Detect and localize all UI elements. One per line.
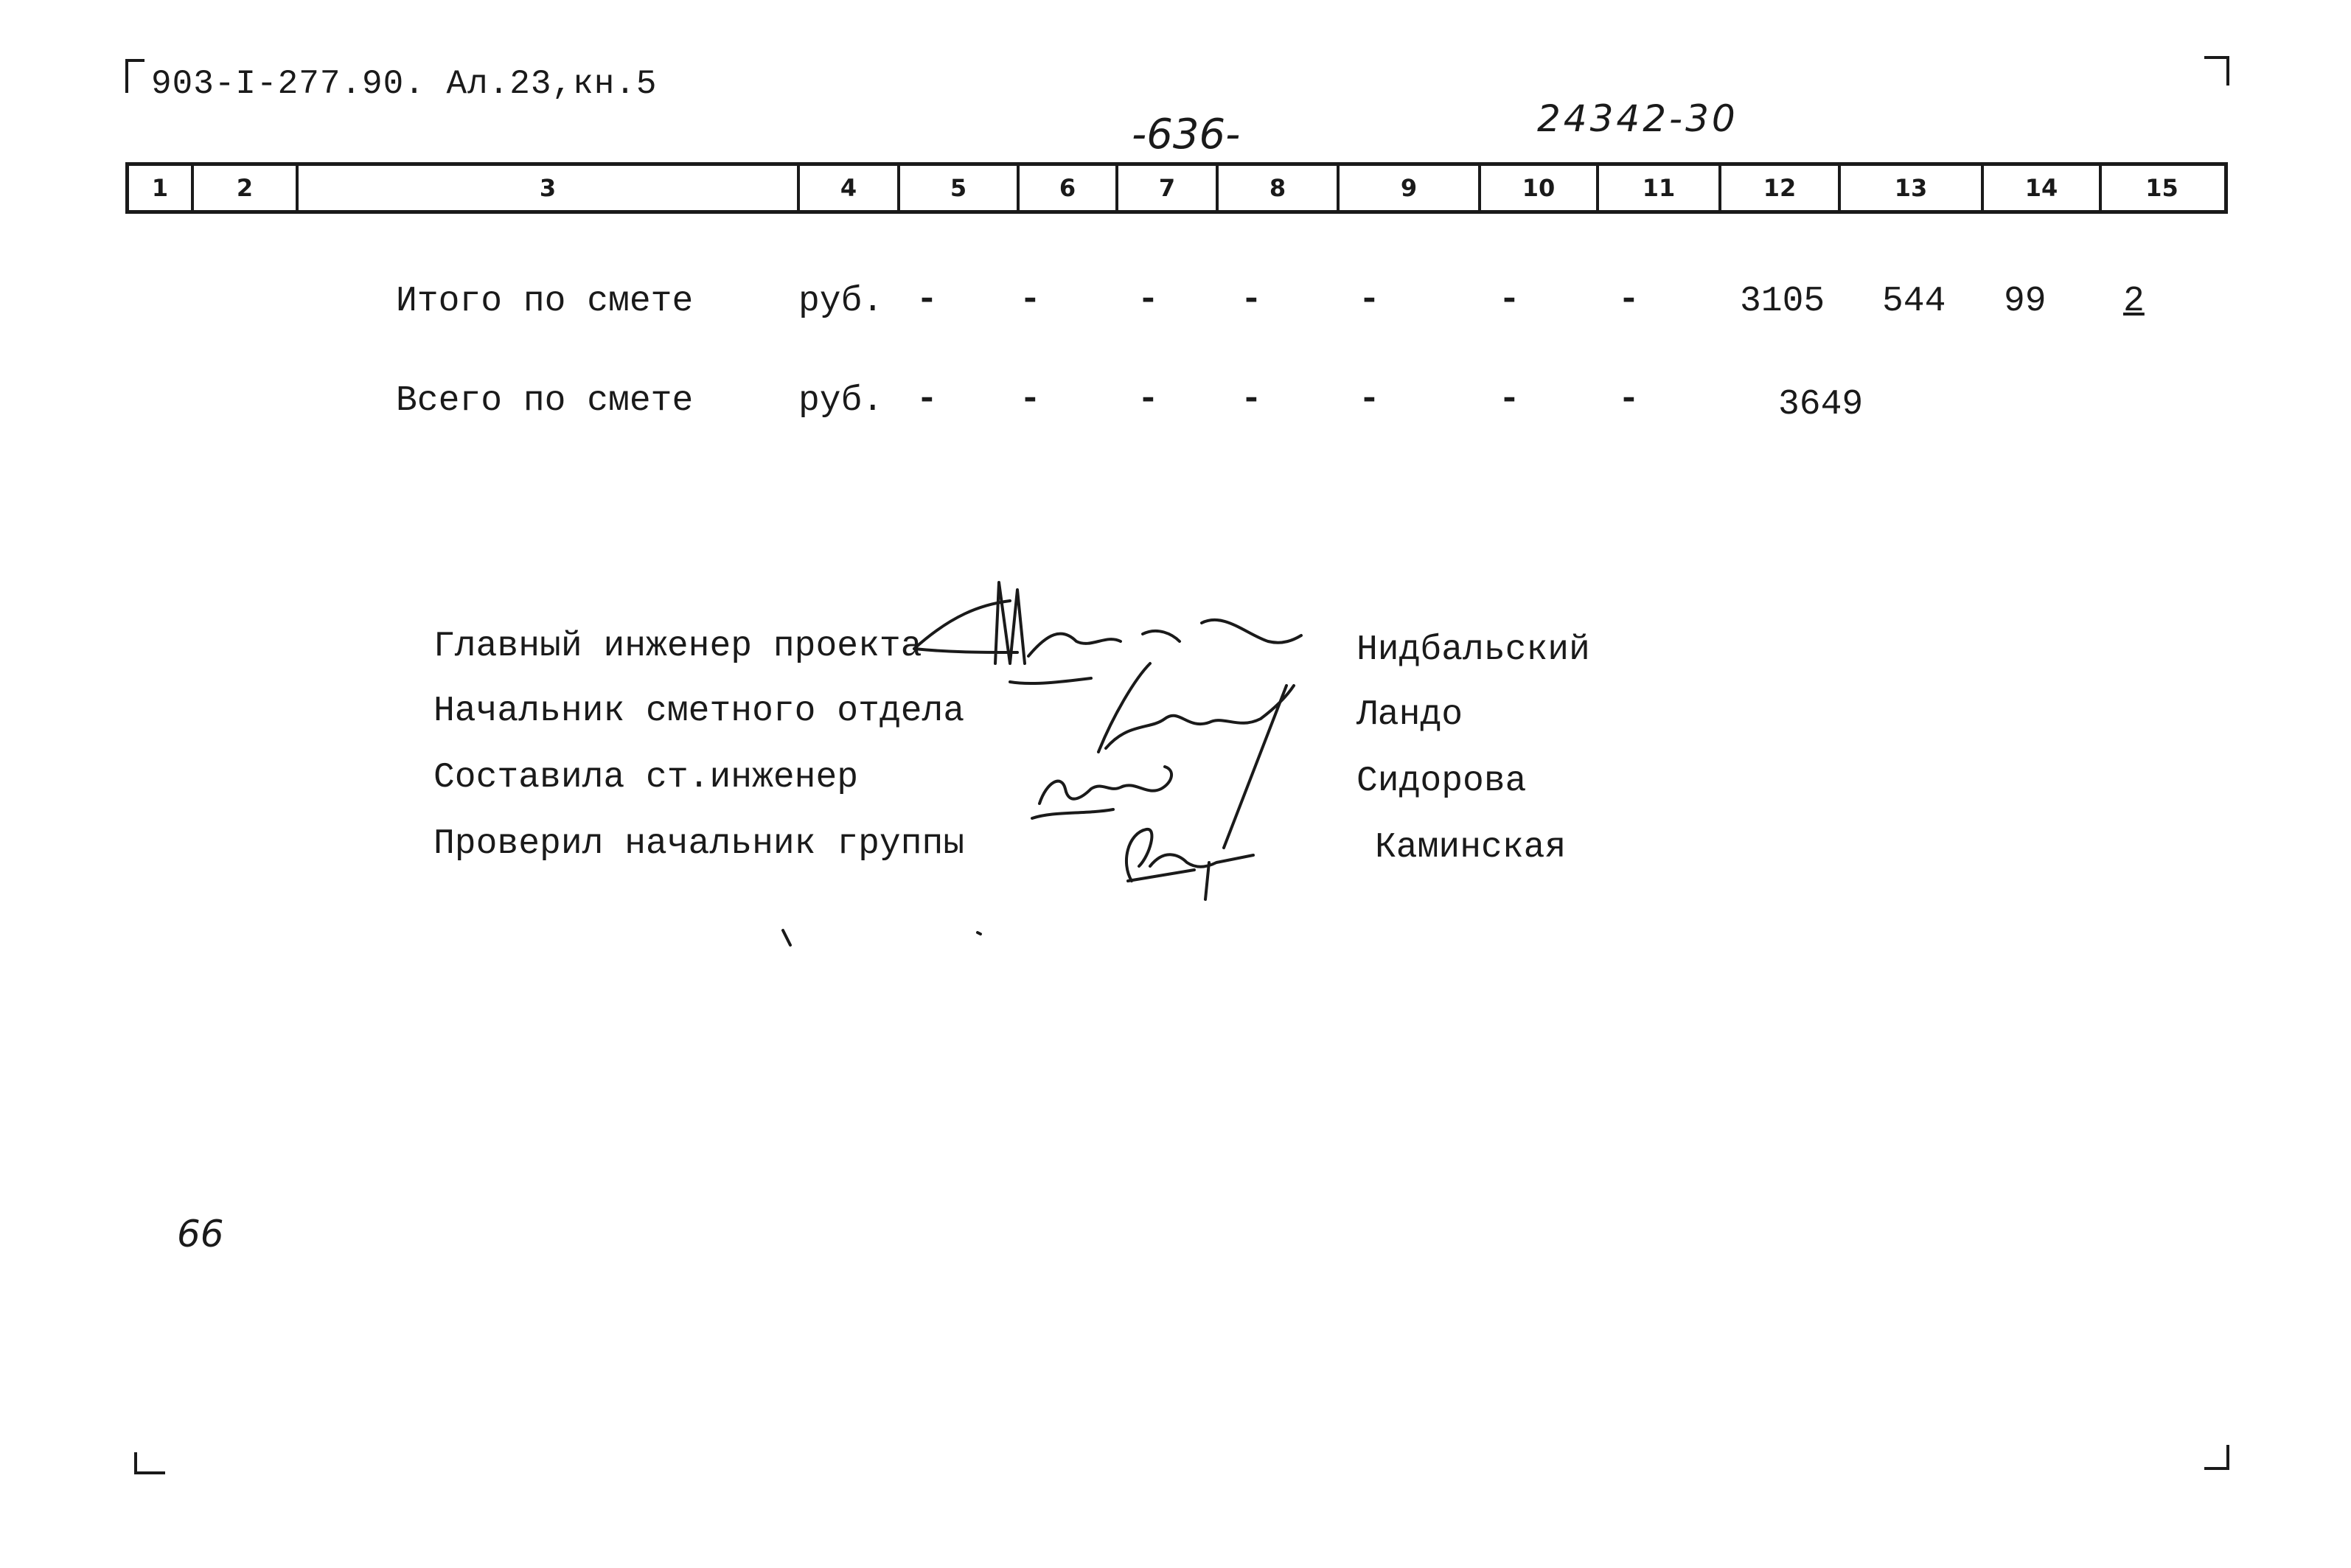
signatory-name: Нидбальский xyxy=(1356,630,1590,670)
grand-total-row-value: 3649 xyxy=(1778,385,1864,425)
total-row-unit: руб. xyxy=(798,282,884,321)
signatory-name: Сидорова xyxy=(1356,762,1527,801)
total-row-dash: - xyxy=(916,280,938,320)
column-header-7: 7 xyxy=(1118,166,1219,210)
corner-mark-bottom-left xyxy=(134,1452,165,1474)
column-header-5: 5 xyxy=(900,166,1020,210)
grand-total-row-dash: - xyxy=(916,380,938,419)
signatory-name: Ландо xyxy=(1356,695,1463,735)
page-number: -636- xyxy=(1132,111,1241,158)
corner-mark-top-right xyxy=(2204,56,2229,86)
column-header-14: 14 xyxy=(1984,166,2102,210)
total-row-dash: - xyxy=(1020,280,1041,320)
grand-total-row-unit: руб. xyxy=(798,381,884,421)
column-header-10: 10 xyxy=(1481,166,1599,210)
signatory-title: Главный инженер проекта xyxy=(433,627,922,666)
sheet-mark: 66 xyxy=(177,1213,224,1255)
column-header-3: 3 xyxy=(299,166,800,210)
column-header-13: 13 xyxy=(1841,166,1984,210)
corner-mark-top-left xyxy=(125,59,144,93)
total-row-dash: - xyxy=(1359,280,1380,320)
column-header-12: 12 xyxy=(1721,166,1841,210)
column-header-11: 11 xyxy=(1599,166,1721,210)
corner-mark-bottom-right xyxy=(2204,1445,2229,1470)
column-header-8: 8 xyxy=(1219,166,1340,210)
total-row-dash: - xyxy=(1138,280,1159,320)
document-code: 903-I-277.90. Ал.23,кн.5 xyxy=(151,65,658,103)
grand-total-row-dash: - xyxy=(1618,380,1640,419)
signature-engineer xyxy=(1032,767,1171,818)
column-header-6: 6 xyxy=(1020,166,1118,210)
column-header-1: 1 xyxy=(129,166,194,210)
total-row-dash: - xyxy=(1618,280,1640,320)
signatory-title: Составила ст.инженер xyxy=(433,758,859,798)
total-row-value: 3105 xyxy=(1740,282,1825,321)
signatory-title: Начальник сметного отдела xyxy=(433,691,965,731)
grand-total-row-dash: - xyxy=(1241,380,1262,419)
grand-total-row-label: Всего по смете xyxy=(396,381,694,421)
total-row-value: 2 xyxy=(2123,282,2145,321)
total-row-value: 99 xyxy=(2004,282,2047,321)
signatory-name: Каминская xyxy=(1375,828,1567,868)
column-header-4: 4 xyxy=(800,166,900,210)
column-header-table xyxy=(125,162,2228,214)
total-row-dash: - xyxy=(1499,280,1520,320)
column-header-15: 15 xyxy=(2145,174,2178,202)
pen-mark xyxy=(783,930,981,945)
signatory-title: Проверил начальник группы xyxy=(433,824,965,864)
signature-group-head xyxy=(1126,829,1253,899)
signature-chief-engineer xyxy=(914,582,1301,663)
grand-total-row-dash: - xyxy=(1020,380,1041,419)
inventory-number: 24342-30 xyxy=(1537,97,1738,140)
total-row-value: 544 xyxy=(1882,282,1946,321)
column-header-9: 9 xyxy=(1340,166,1481,210)
column-header-2: 2 xyxy=(194,166,299,210)
grand-total-row-dash: - xyxy=(1499,380,1520,419)
total-row-dash: - xyxy=(1241,280,1262,320)
grand-total-row-dash: - xyxy=(1359,380,1380,419)
grand-total-row-dash: - xyxy=(1138,380,1159,419)
signature-head-estimates xyxy=(1010,663,1294,848)
total-row-label: Итого по смете xyxy=(396,282,694,321)
